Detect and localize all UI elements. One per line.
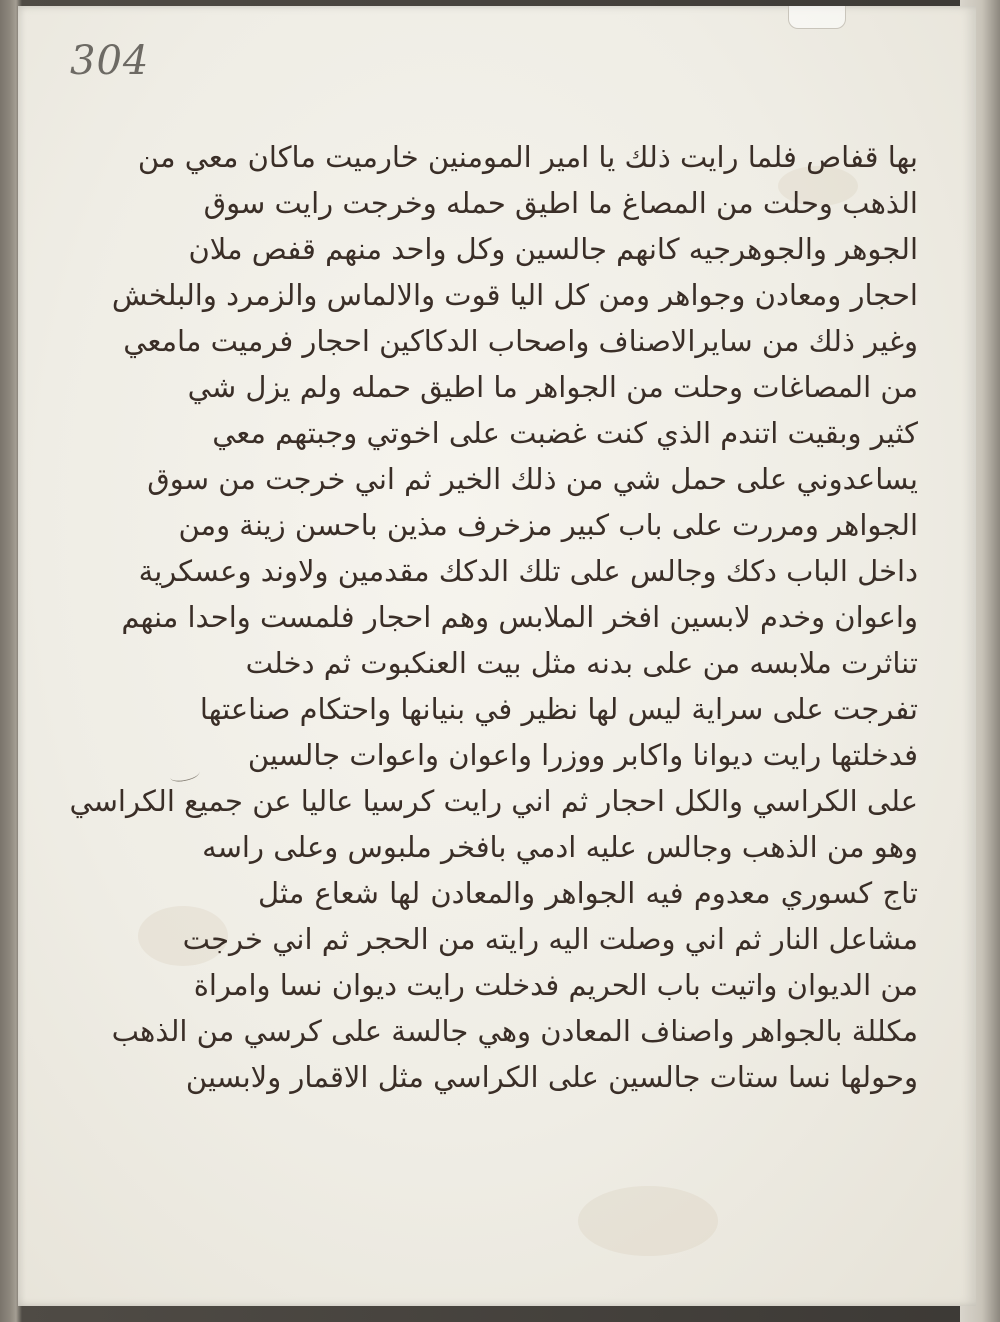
- text-line: وهو من الذهب وجالس عليه ادمي بافخر ملبوس وعلى راسه: [202, 830, 918, 864]
- paper-stain: [578, 1186, 718, 1256]
- text-line: تناثرت ملابسه من على بدنه مثل بيت العنكبوت ثم دخلت: [245, 646, 918, 680]
- manuscript-page: [18, 6, 976, 1306]
- text-line: داخل الباب دكك وجالس على تلك الدكك مقدمين ولاوند وعسكرية: [138, 554, 918, 588]
- text-line: بها قفاص فلما رايت ذلك يا امير المومنين خارميت ماكان معي من: [137, 140, 918, 174]
- manuscript-text-block: [69, 134, 918, 1100]
- text-line: من الديوان واتيت باب الحريم فدخلت رايت ديوان نسا وامراة: [193, 968, 918, 1002]
- text-line: مكللة بالجواهر واصناف المعادن وهي جالسة على كرسي من الذهب: [111, 1014, 918, 1048]
- text-line: واعوان وخدم لابسين افخر الملابس وهم احجار فلمست واحدا منهم: [121, 600, 918, 634]
- text-line: تاج كسوري معدوم فيه الجواهر والمعادن لها شعاع مثل: [258, 876, 918, 910]
- text-line: الجواهر ومررت على باب كبير مزخرف مذين باحسن زينة ومن: [178, 508, 918, 542]
- text-line: وحولها نسا ستات جالسين على الكراسي مثل الاقمار ولابسين: [185, 1060, 918, 1094]
- text-line: احجار ومعادن وجواهر ومن كل اليا قوت والالماس والزمرد والبلخش: [111, 278, 918, 312]
- text-line: كثير وبقيت اتندم الذي كنت غضبت على اخوتي وجبتهم معي: [212, 416, 918, 450]
- text-line: الجوهر والجوهرجيه كانهم جالسين وكل واحد منهم قفص ملان: [188, 232, 918, 266]
- text-line: يساعدوني على حمل شي من ذلك الخير ثم اني خرجت من سوق: [147, 462, 918, 496]
- text-line: من المصاغات وحلت من الجواهر ما اطيق حمله ولم يزل شي: [187, 370, 918, 404]
- text-line: تفرجت على سراية ليس لها نظير في بنيانها واحتكام صناعتها: [199, 692, 918, 726]
- text-line: على الكراسي والكل احجار ثم اني رايت كرسيا عاليا عن جميع الكراسي: [69, 784, 918, 818]
- text-line: مشاعل النار ثم اني وصلت اليه رايته من الحجر ثم اني خرجت: [182, 922, 918, 956]
- folio-number: 304: [70, 38, 150, 84]
- text-line: فدخلتها رايت ديوانا واكابر ووزرا واعوان واعوات جالسين: [247, 738, 918, 772]
- text-line: الذهب وحلت من المصاغ ما اطيق حمله وخرجت رايت سوق: [203, 186, 918, 220]
- paper-tab: [788, 6, 846, 29]
- text-line: وغير ذلك من سايرالاصناف واصحاب الدكاكين احجار فرميت مامعي: [123, 324, 918, 358]
